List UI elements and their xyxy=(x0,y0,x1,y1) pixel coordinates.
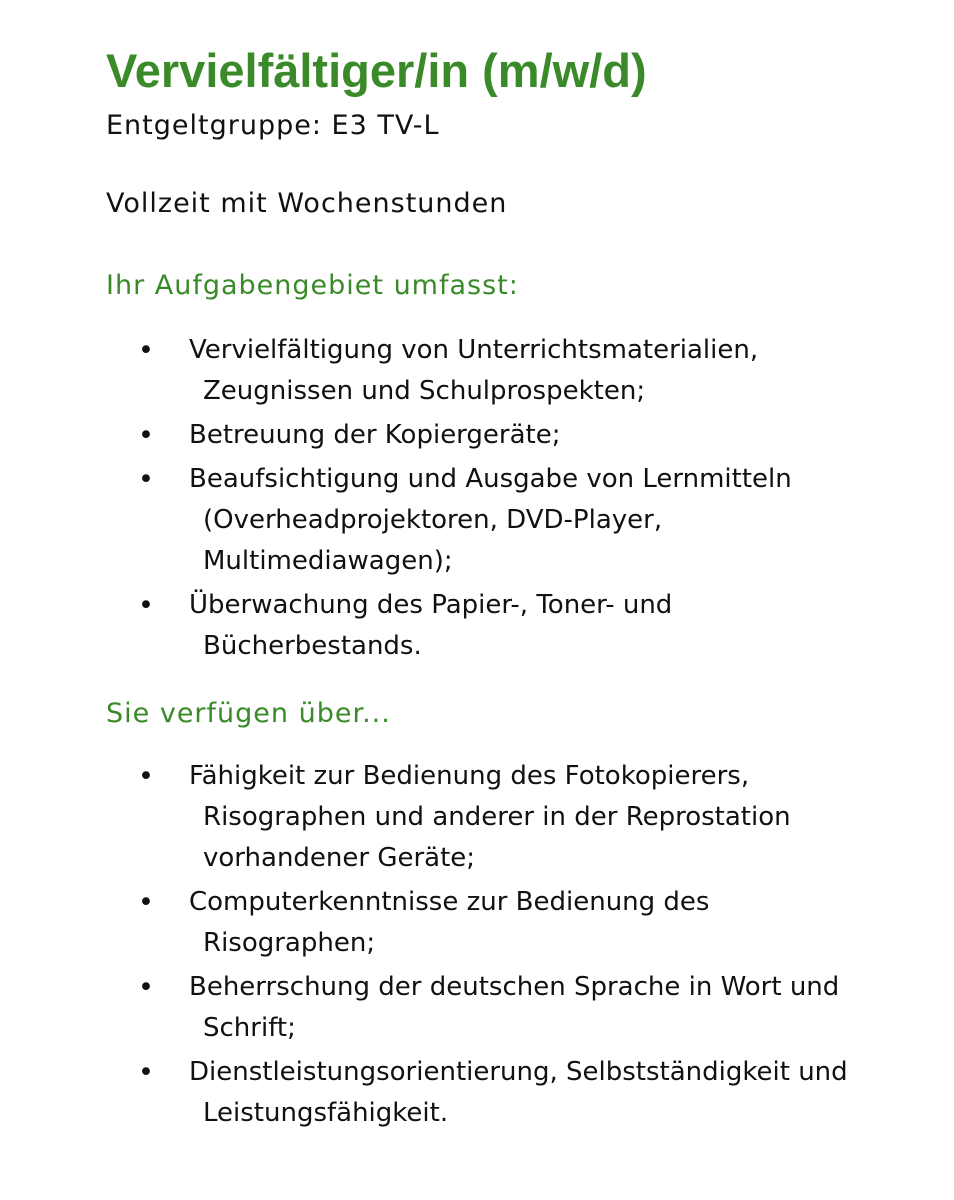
skill-item xyxy=(0,756,954,879)
bullet-icon: • xyxy=(138,420,154,451)
tasks-list xyxy=(0,330,954,670)
bullet-icon: • xyxy=(138,972,154,1003)
bullet-icon: • xyxy=(138,887,154,918)
skill-item xyxy=(0,1052,954,1134)
task-item-text: Betreuung der Kopiergeräte; xyxy=(189,420,561,450)
bullet-icon: • xyxy=(138,335,154,366)
bullet-icon: • xyxy=(138,1057,154,1088)
skills-list xyxy=(0,756,954,1137)
skill-item-text: Fähigkeit zur Bedienung des Fotokopierers, Risographen und anderer in der Reprostation vorhandener Geräte; xyxy=(189,761,791,873)
skill-item xyxy=(0,882,954,964)
tasks-heading: Ihr Aufgabengebiet umfasst: xyxy=(106,270,519,301)
job-title: Vervielfältiger/in (m/w/d) xyxy=(106,44,647,97)
pay-grade: Entgeltgruppe: E3 TV-L xyxy=(106,110,440,141)
bullet-icon: • xyxy=(138,464,154,495)
skill-item-text: Computerkenntnisse zur Bedienung des Risographen; xyxy=(189,887,710,958)
task-item-text: Vervielfältigung von Unterrichtsmaterialien, Zeugnissen und Schulprospekten; xyxy=(189,335,759,406)
bullet-icon: • xyxy=(138,761,154,792)
task-item-text: Beaufsichtigung und Ausgabe von Lernmitteln (Overheadprojektoren, DVD-Player, Multimediawagen); xyxy=(189,464,792,576)
working-hours: Vollzeit mit Wochenstunden xyxy=(106,188,508,219)
bullet-icon: • xyxy=(138,590,154,621)
skills-heading: Sie verfügen über... xyxy=(106,698,391,729)
task-item xyxy=(0,330,954,412)
skill-item-text: Beherrschung der deutschen Sprache in Wort und Schrift; xyxy=(189,972,840,1043)
skill-item xyxy=(0,967,954,1049)
task-item-text: Überwachung des Papier-, Toner- und Bücherbestands. xyxy=(189,590,673,661)
task-item xyxy=(0,459,954,582)
task-item xyxy=(0,585,954,667)
task-item xyxy=(0,415,954,456)
skill-item-text: Dienstleistungsorientierung, Selbstständigkeit und Leistungsfähigkeit. xyxy=(189,1057,848,1128)
